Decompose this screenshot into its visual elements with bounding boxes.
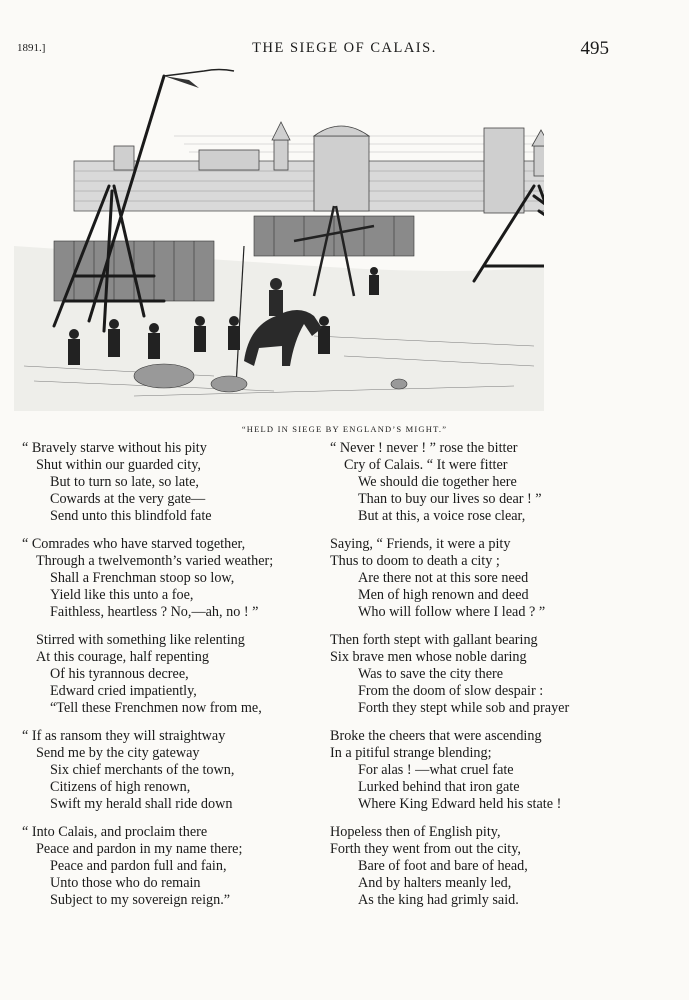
verse-line: Send unto this blindfold fate	[50, 508, 212, 524]
verse-line: Are there not at this sore need	[358, 570, 529, 586]
stanza	[330, 824, 630, 909]
verse-line: “ Into Calais, and proclaim there	[22, 824, 208, 840]
header-year: 1891.]	[17, 42, 46, 54]
verse-line: Shut within our guarded city,	[36, 457, 201, 473]
verse-line: Cry of Calais. “ It were fitter	[344, 457, 508, 473]
verse-line: Six brave men whose noble daring	[330, 649, 527, 665]
verse-line: “ Bravely starve without his pity	[22, 440, 207, 456]
verse-line: Subject to my sovereign reign.”	[50, 892, 231, 908]
verse-line: “ Comrades who have starved together,	[22, 536, 246, 552]
verse-line: Forth they went from out the city,	[330, 841, 521, 857]
verse-line: But at this, a voice rose clear,	[358, 508, 526, 524]
stanza	[330, 536, 630, 621]
verse-line: And by halters meanly led,	[358, 875, 512, 891]
poem-column-right	[330, 440, 630, 920]
poem-column-left	[22, 440, 322, 920]
stanza	[330, 728, 630, 813]
verse-line: Where King Edward held his state !	[358, 796, 562, 812]
verse-line: Forth they stept while sob and prayer	[358, 700, 570, 716]
stanza	[330, 632, 630, 717]
verse-line: “ Never ! never ! ” rose the bitter	[330, 440, 518, 456]
verse-line: Saying, “ Friends, it were a pity	[330, 536, 511, 552]
running-title: THE SIEGE OF CALAIS.	[252, 40, 437, 56]
verse-line: Faithless, heartless ? No,—ah, no ! ”	[50, 604, 259, 620]
engraving-drawing	[14, 66, 544, 411]
verse-line: We should die together here	[358, 474, 517, 490]
stanza	[330, 440, 630, 525]
verse-line: In a pitiful strange blending;	[330, 745, 492, 761]
verse-line: Yield like this unto a foe,	[50, 587, 194, 603]
verse-line: Swift my herald shall ride down	[50, 796, 233, 812]
verse-line: Than to buy our lives so dear ! ”	[358, 491, 542, 507]
stanza	[22, 824, 322, 909]
page-header	[0, 40, 689, 64]
page-number: 495	[580, 38, 609, 59]
verse-line: Peace and pardon in my name there;	[36, 841, 243, 857]
verse-line: For alas ! —what cruel fate	[358, 762, 514, 778]
verse-line: But to turn so late, so late,	[50, 474, 199, 490]
verse-line: Lurked behind that iron gate	[358, 779, 520, 795]
verse-line: “ If as ransom they will straightway	[22, 728, 226, 744]
verse-line: Of his tyrannous decree,	[50, 666, 189, 682]
stanza	[22, 632, 322, 717]
verse-line: Shall a Frenchman stoop so low,	[50, 570, 235, 586]
illustration-caption: “HELD IN SIEGE BY ENGLAND’S MIGHT.”	[241, 424, 448, 434]
verse-line: Send me by the city gateway	[36, 745, 200, 761]
stanza	[22, 440, 322, 525]
verse-line: Thus to doom to death a city ;	[330, 553, 500, 569]
verse-line: Peace and pardon full and fain,	[50, 858, 227, 874]
verse-line: Broke the cheers that were ascending	[330, 728, 542, 744]
verse-line: Edward cried impatiently,	[50, 683, 197, 699]
verse-line: As the king had grimly said.	[358, 892, 519, 908]
stanza	[22, 536, 322, 621]
verse-line: Cowards at the very gate—	[50, 491, 206, 507]
verse-line: Through a twelvemonth’s varied weather;	[36, 553, 274, 569]
verse-line: Hopeless then of English pity,	[330, 824, 501, 840]
verse-line: Citizens of high renown,	[50, 779, 191, 795]
verse-line: Bare of foot and bare of head,	[358, 858, 528, 874]
verse-line: Then forth stept with gallant bearing	[330, 632, 538, 648]
siege-engraving	[14, 66, 544, 411]
verse-line: Six chief merchants of the town,	[50, 762, 235, 778]
verse-line: Was to save the city there	[358, 666, 504, 682]
verse-line: Unto those who do remain	[50, 875, 201, 891]
verse-line: Men of high renown and deed	[358, 587, 529, 603]
verse-line: At this courage, half repenting	[36, 649, 209, 665]
verse-line: “Tell these Frenchmen now from me,	[50, 700, 262, 716]
verse-line: Who will follow where I lead ? ”	[358, 604, 546, 620]
verse-line: From the doom of slow despair :	[358, 683, 544, 699]
verse-line: Stirred with something like relenting	[36, 632, 245, 648]
stanza	[22, 728, 322, 813]
